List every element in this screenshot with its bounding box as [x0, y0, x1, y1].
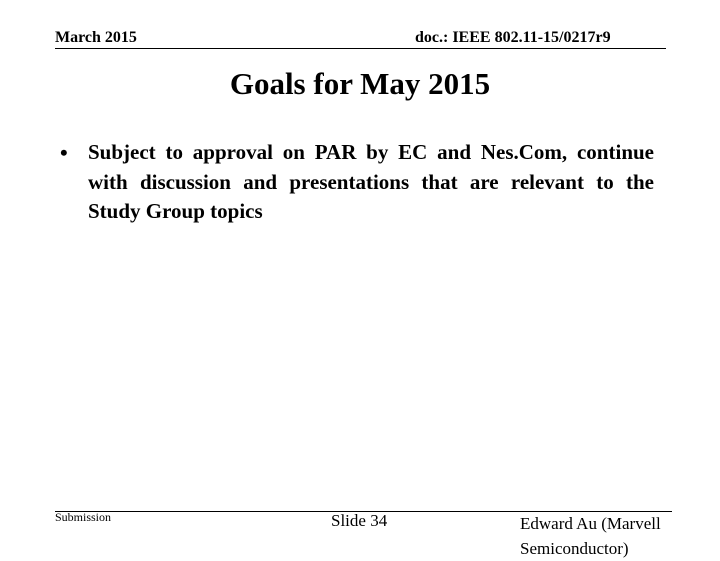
header-doc-id: doc.: IEEE 802.11-15/0217r9 [415, 29, 611, 46]
bullet-text: Subject to approval on PAR by EC and Nes.Com, continue with discussion and presentations that are relevant to the Study Group topics [88, 140, 654, 223]
header-divider [55, 48, 666, 49]
bullet-marker: • [60, 140, 68, 165]
footer-author: Edward Au (Marvell Semiconductor) [520, 514, 661, 558]
header-date: March 2015 [55, 29, 137, 46]
footer-slide-number: Slide 34 [331, 511, 388, 530]
footer-submission-label: Submission [55, 510, 112, 524]
slide-title: Goals for May 2015 [229, 66, 491, 101]
bullet-item [60, 138, 654, 227]
